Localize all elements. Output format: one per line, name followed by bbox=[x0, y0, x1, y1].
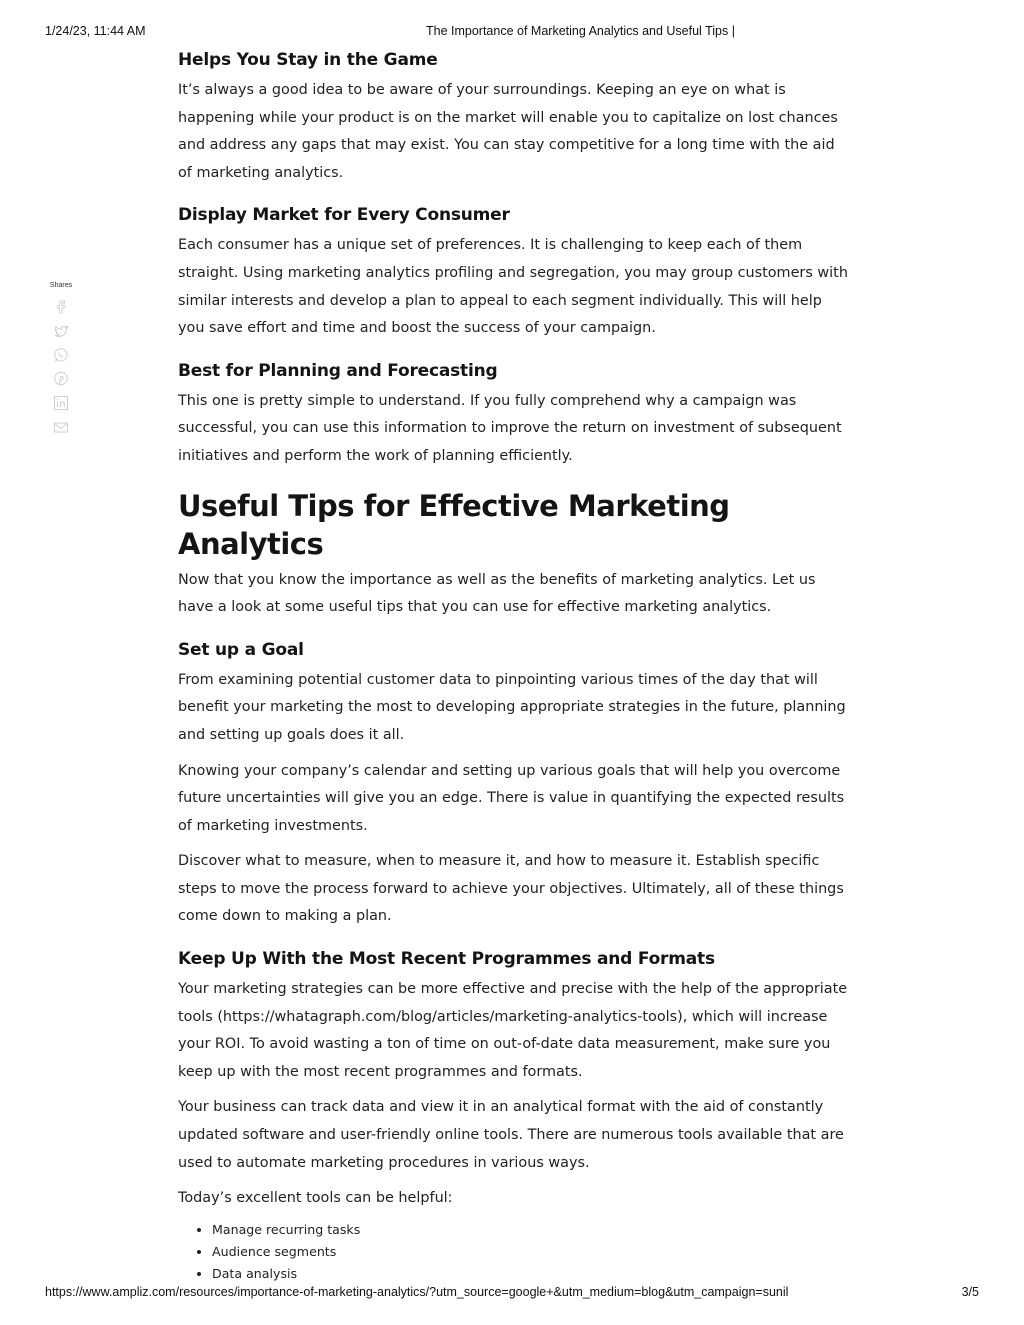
whatsapp-icon[interactable] bbox=[53, 347, 69, 363]
twitter-icon[interactable] bbox=[53, 323, 69, 339]
tips-heading: Useful Tips for Effective Marketing Analytics bbox=[178, 488, 730, 561]
section-paragraph: Discover what to measure, when to measure it, and how to measure it. Establish specific steps to move the process forward to achieve your objectives. Ultimately, all of these things come down to making a plan. bbox=[178, 853, 844, 925]
section-paragraph: From examining potential customer data to pinpointing various times of the day that will benefit your marketing the most to developing appropriate strategies in the future, planning and setting up goals does it all. bbox=[178, 671, 846, 743]
list-item: • Manage recurring tasks bbox=[212, 1219, 850, 1241]
section-paragraph: It’s always a good idea to be aware of your surroundings. Keeping an eye on what is happening while your product is on the market will enable you to capitalize on lost chances and address any gaps that may exist. You can stay competitive for a long time with the aid of marketing analytics. bbox=[178, 82, 838, 181]
section-paragraph: Your marketing strategies can be more effective and precise with the help of the appropriate tools (https://whatagraph.com/blog/articles/marketing-analytics-tools), which will increase your ROI. To avoid wasting a ton of time on out-of-date data measurement, make sure you keep up with the most recent programmes and formats. bbox=[178, 981, 848, 1080]
section-heading: Helps You Stay in the Game bbox=[178, 50, 438, 70]
section-set-up-goal bbox=[178, 637, 850, 931]
share-rail bbox=[44, 282, 78, 443]
tools-list bbox=[178, 1219, 850, 1286]
section-heading: Display Market for Every Consumer bbox=[178, 205, 510, 226]
email-icon[interactable] bbox=[53, 419, 69, 435]
section-display-market bbox=[178, 202, 850, 342]
shares-label: Shares bbox=[49, 282, 73, 289]
print-datetime: 1/24/23, 11:44 AM bbox=[45, 24, 146, 38]
section-paragraph: Each consumer has a unique set of preferences. It is challenging to keep each of them straight. Using marketing analytics profiling and segregation, you may group customers with similar interests and develop a plan to appeal to each segment individually. This will help you save effort and time and boost the success of your campaign. bbox=[178, 237, 848, 337]
tips-intro: Now that you know the importance as well as the benefits of marketing analytics. Let us have a look at some useful tips that you can use for effective marketing analytics. bbox=[178, 571, 816, 616]
section-programmes-formats bbox=[178, 946, 850, 1285]
section-paragraph: Knowing your company’s calendar and setting up various goals that will help you overcome future uncertainties will give you an edge. There is value in quantifying the expected results of marketing investments. bbox=[178, 762, 845, 834]
section-paragraph: Today’s excellent tools can be helpful: bbox=[178, 1190, 453, 1207]
page-number: 3/5 bbox=[961, 1285, 979, 1299]
list-item: • Data analysis bbox=[212, 1263, 850, 1285]
facebook-icon[interactable] bbox=[53, 299, 69, 315]
section-useful-tips bbox=[178, 487, 850, 622]
print-url: https://www.ampliz.com/resources/importance-of-marketing-analytics/?utm_source=google+&utm_medium=blog&utm_campaign=sunil bbox=[45, 1285, 789, 1299]
section-planning-forecasting bbox=[178, 358, 850, 471]
section-heading: Best for Planning and Forecasting bbox=[178, 360, 498, 381]
section-heading: Keep Up With the Most Recent Programmes and Formats bbox=[178, 949, 715, 970]
linkedin-icon[interactable] bbox=[53, 395, 69, 411]
print-footer bbox=[0, 1285, 1024, 1301]
pinterest-icon[interactable] bbox=[53, 371, 69, 387]
section-paragraph: Your business can track data and view it in an analytical format with the aid of constantly updated software and user-friendly online tools. There are numerous tools available that are used to automate marketing procedures in various ways. bbox=[178, 1099, 844, 1171]
list-item: • Audience segments bbox=[212, 1241, 850, 1263]
section-paragraph: This one is pretty simple to understand. If you fully comprehend why a campaign was successful, you can use this information to improve the return on investment of subsequent initiatives and perform the work of planning efficiently. bbox=[178, 392, 842, 464]
section-stay-in-game bbox=[178, 47, 850, 187]
print-header bbox=[0, 24, 1024, 40]
article-body bbox=[178, 47, 850, 1285]
print-page-title: The Importance of Marketing Analytics and Useful Tips | bbox=[426, 24, 735, 38]
section-heading: Set up a Goal bbox=[178, 639, 304, 660]
